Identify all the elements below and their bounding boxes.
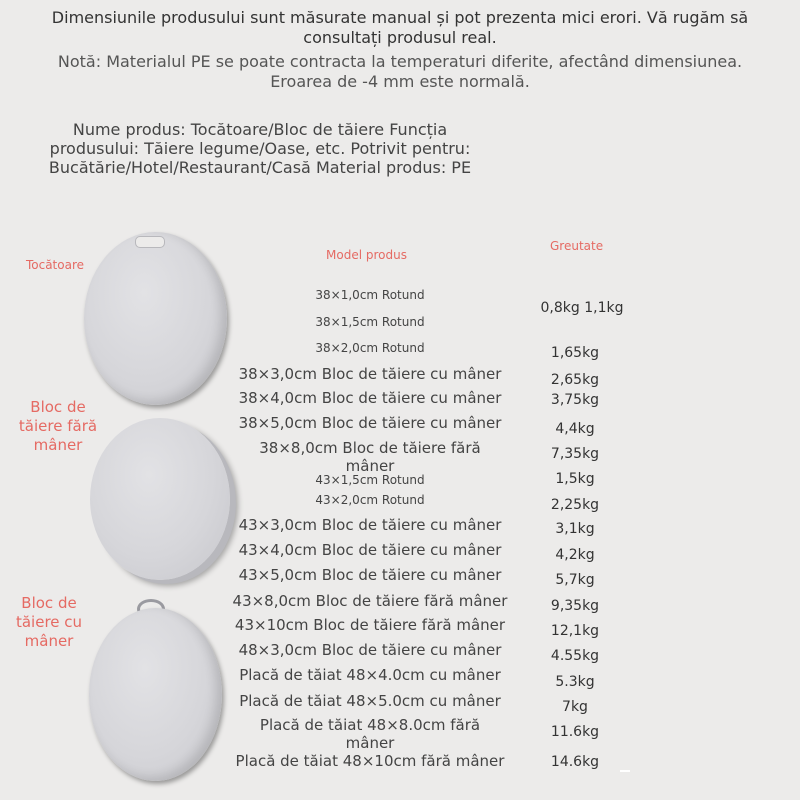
weight-value: 3,1kg xyxy=(555,521,595,537)
notice-dimensions: Dimensiunile produsului sunt măsurate manual și pot prezenta mici erori. Vă rugăm să consultați produsul real. xyxy=(51,8,749,47)
model-row: 43×5,0cm Bloc de tăiere cu mâner xyxy=(238,566,502,584)
model-row: Placă de tăiat 48×4.0cm cu mâner xyxy=(239,666,501,684)
weight-value: 5,7kg xyxy=(555,572,595,588)
model-row: 38×1,0cm Rotund xyxy=(315,288,425,302)
weight-value: 5.3kg xyxy=(555,674,595,690)
weight-value: 2,65kg xyxy=(550,372,600,388)
weight-value: 2,25kg xyxy=(550,497,600,513)
weight-value: 1,5kg xyxy=(555,471,595,487)
weight-value: 11.6kg xyxy=(550,724,600,740)
model-row: 48×3,0cm Bloc de tăiere cu mâner xyxy=(238,641,502,659)
model-row: 38×1,5cm Rotund xyxy=(315,315,425,329)
model-row: 38×4,0cm Bloc de tăiere cu mâner xyxy=(238,389,502,407)
weight-value: 7kg xyxy=(562,699,588,715)
product-info: Nume produs: Tocătoare/Bloc de tăiere Funcția produsului: Tăiere legume/Oase, etc. Potrivit pentru: Bucătărie/Hotel/Restaurant/Casă Material produs: PE xyxy=(48,120,472,177)
model-row: 43×10cm Bloc de tăiere fără mâner xyxy=(234,616,506,634)
model-row: Placă de tăiat 48×10cm fără mâner xyxy=(235,752,505,770)
model-row: 43×3,0cm Bloc de tăiere cu mâner xyxy=(238,516,502,534)
weight-value: 9,35kg xyxy=(550,598,600,614)
label-cu-maner: Bloc de tăiere cu mâner xyxy=(15,594,83,650)
header-model: Model produs xyxy=(326,248,407,262)
model-row: 38×3,0cm Bloc de tăiere cu mâner xyxy=(238,365,502,383)
notice-material: Notă: Materialul PE se poate contracta la temperaturi diferite, afectând dimensiunea. Eroarea de -4 mm este normală. xyxy=(57,52,743,91)
weight-value: 4,4kg xyxy=(555,421,595,437)
model-row: 38×8,0cm Bloc de tăiere fără mâner xyxy=(259,439,481,475)
weight-value: 4,2kg xyxy=(555,547,595,563)
weight-value: 1,65kg xyxy=(550,345,600,361)
model-row: 43×8,0cm Bloc de tăiere fără mâner xyxy=(232,592,508,610)
model-row: Placă de tăiat 48×8.0cm fără mâner xyxy=(259,716,481,752)
board-handle-slot xyxy=(135,236,165,248)
model-row: 43×1,5cm Rotund xyxy=(315,473,425,487)
model-row: Placă de tăiat 48×5.0cm cu mâner xyxy=(239,692,501,710)
weight-value: 14.6kg xyxy=(550,754,600,770)
model-row: 38×5,0cm Bloc de tăiere cu mâner xyxy=(238,414,502,432)
model-row: 43×4,0cm Bloc de tăiere cu mâner xyxy=(238,541,502,559)
model-row: 43×2,0cm Rotund xyxy=(315,493,425,507)
model-row: 38×2,0cm Rotund xyxy=(315,341,425,355)
weight-value: 7,35kg xyxy=(550,446,600,462)
label-fara-maner: Bloc de tăiere fără mâner xyxy=(18,398,98,454)
decorative-dash xyxy=(620,770,630,772)
header-weight: Greutate xyxy=(550,239,604,253)
weight-value: 12,1kg xyxy=(550,623,600,639)
weight-value: 3,75kg xyxy=(550,392,600,408)
label-tocatoare: Tocătoare xyxy=(25,258,85,272)
weight-value: 0,8kg 1,1kg xyxy=(540,300,624,316)
weight-value: 4.55kg xyxy=(550,648,600,664)
